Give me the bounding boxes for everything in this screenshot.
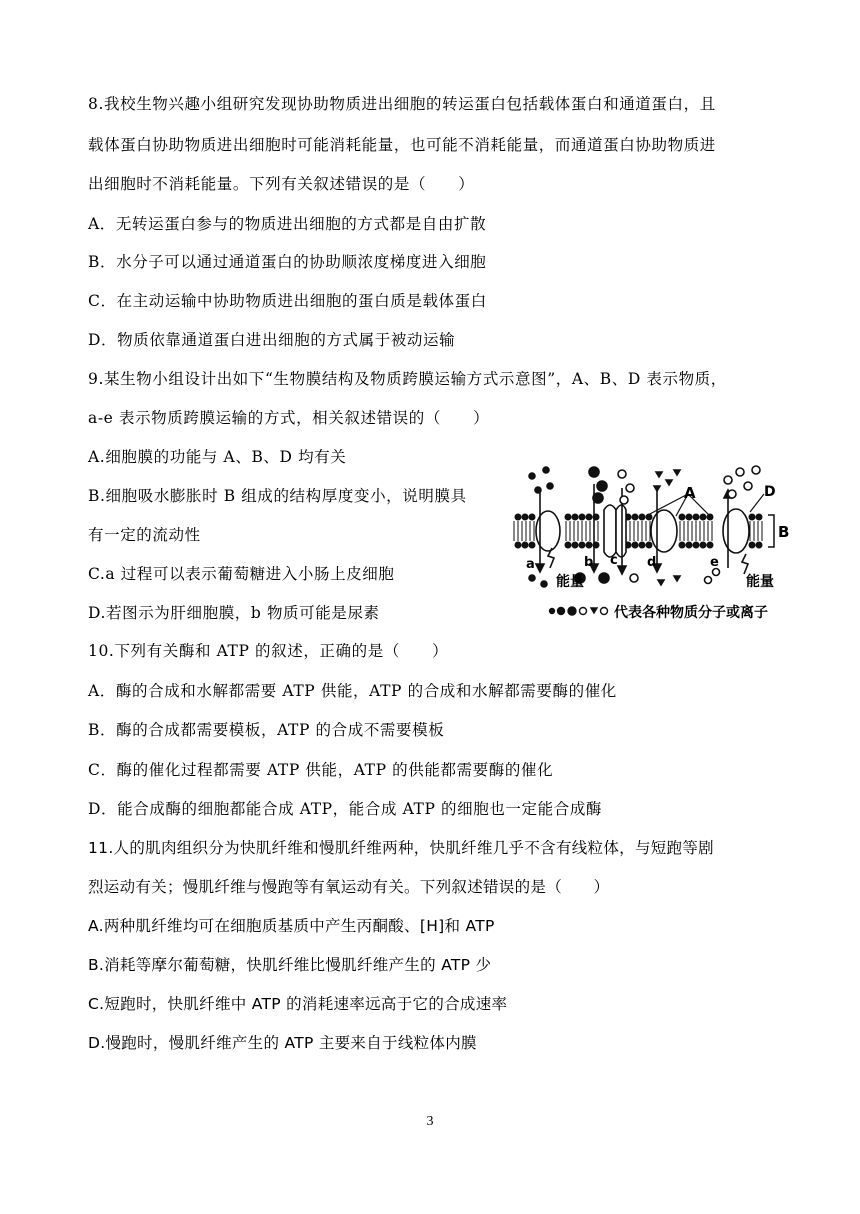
q10-option-b: B．酶的合成都需要模板，ATP 的合成不需要模板 [88,721,445,739]
q8-stem-line-1: 8.我校生物兴趣小组研究发现协助物质进出细胞的转运蛋白包括载体蛋白和通道蛋白，且 [88,95,716,113]
q10-option-c: C．酶的催化过程都需要 ATP 供能，ATP 的供能都需要酶的催化 [88,761,554,779]
q8-option-a: A．无转运蛋白参与的物质进出细胞的方式都是自由扩散 [88,215,487,233]
q11-option-d: D.慢跑时，慢肌纤维产生的 ATP 主要来自于线粒体内膜 [88,1034,477,1052]
label-A: A [684,484,696,502]
membrane-transport-figure [506,460,796,626]
q8-stem-line-3: 出细胞时不消耗能量。下列有关叙述错误的是（ ） [88,175,475,193]
figure-legend [550,607,608,615]
q8-option-c: C．在主动运输中协助物质进出细胞的蛋白质是载体蛋白 [88,292,487,310]
q9-option-c: C.a 过程可以表示葡萄糖进入小肠上皮细胞 [88,565,395,583]
q9-stem-line-2: a-e 表示物质跨膜运输的方式，相关叙述错误的（ ） [88,409,490,427]
q11-stem-line-1: 11.人的肌肉组织分为快肌纤维和慢肌纤维两种，快肌纤维几乎不含有线粒体，与短跑等剧 [88,839,714,857]
label-D: D [764,484,776,500]
q11-stem-line-2: 烈运动有关；慢肌纤维与慢跑等有氧运动有关。下列叙述错误的是（ ） [88,878,610,896]
q11-option-b: B.消耗等摩尔葡萄糖，快肌纤维比慢肌纤维产生的 ATP 少 [88,956,492,974]
energy-label-right: 能量 [746,574,774,590]
q8-option-d: D．物质依靠通道蛋白进出细胞的方式属于被动运输 [88,331,456,349]
q8-stem-line-2: 载体蛋白协助物质进出细胞时可能消耗能量，也可能不消耗能量，而通道蛋白协助物质进 [88,136,716,154]
q11-option-c: C.短跑时，快肌纤维中 ATP 的消耗速率远高于它的合成速率 [88,995,508,1013]
q10-stem: 10.下列有关酶和 ATP 的叙述，正确的是（ ） [88,642,449,660]
q9-option-d: D.若图示为肝细胞膜，b 物质可能是尿素 [88,604,380,622]
q10-option-a: A．酶的合成和水解都需要 ATP 供能，ATP 的合成和水解都需要酶的催化 [88,682,617,700]
energy-label-left: 能量 [556,574,584,590]
q10-option-d: D．能合成酶的细胞都能合成 ATP，能合成 ATP 的细胞也一定能合成酶 [88,800,603,818]
q9-option-b-line-1: B.细胞吸水膨胀时 B 组成的结构厚度变小，说明膜具 [88,487,467,505]
q8-option-b: B．水分子可以通过通道蛋白的协助顺浓度梯度进入细胞 [88,253,487,271]
label-b: b [584,555,594,570]
q11-option-a: A.两种肌纤维均可在细胞质基质中产生丙酮酸、[H]和 ATP [88,917,495,935]
label-B: B [778,523,790,541]
q9-option-b-line-2: 有一定的流动性 [88,526,201,544]
q9-stem-line-1: 9.某生物小组设计出如下“生物膜结构及物质跨膜运输方式示意图”，A、B、D 表示物质， [88,370,727,388]
page-number: 3 [426,1114,434,1129]
label-e: e [710,555,719,570]
legend-text: 代表各种物质分子或离子 [614,605,768,621]
label-a: a [526,557,535,572]
label-c: c [610,553,618,568]
q9-option-a: A.细胞膜的功能与 A、B、D 均有关 [88,448,347,466]
label-d: d [647,555,657,570]
bracket-b [768,515,774,547]
